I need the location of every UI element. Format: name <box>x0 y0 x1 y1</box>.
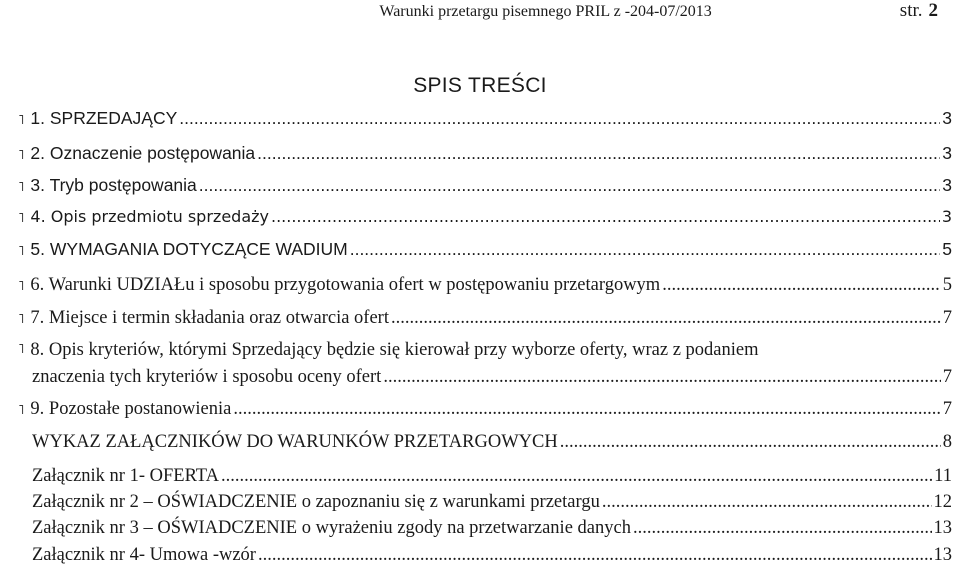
bracket-marker-icon: ˥ <box>18 312 25 327</box>
toc-entry-label: 2. Oznaczenie postępowania <box>30 143 256 163</box>
toc-entry-label: Załącznik nr 3 – OŚWIADCZENIE o wyrażeniu zgody na przetwarzanie danych <box>32 518 631 538</box>
toc-entry-page: 11 <box>934 466 952 486</box>
toc-entry-label: 9. Pozostałe postanowienia <box>30 399 232 419</box>
dot-leader <box>602 492 932 513</box>
page-number: 2 <box>928 0 938 21</box>
toc-entry-8[interactable] <box>32 367 952 388</box>
toc-entry-8-line-1[interactable] <box>18 340 759 361</box>
bracket-marker-icon: ˥ <box>18 403 25 418</box>
toc-entry-2[interactable] <box>18 143 952 164</box>
toc-entry-label: 6. Warunki UDZIAŁu i sposobu przygotowania ofert w postępowaniu przetargowym <box>30 275 661 295</box>
dot-leader <box>391 308 941 329</box>
toc-title: SPIS TREŚCI <box>413 74 547 97</box>
dot-leader <box>258 545 932 566</box>
toc-entry-4[interactable] <box>18 207 952 226</box>
toc-entry-page: 7 <box>942 399 952 419</box>
toc-entry-label: 7. Miejsce i termin składania oraz otwarcia ofert <box>30 308 389 328</box>
bracket-marker-icon: ˥ <box>18 211 25 226</box>
toc-entry-label: 4. Opis przedmiotu sprzedaży <box>30 207 269 226</box>
toc-entry-page: 7 <box>942 367 952 387</box>
dot-leader <box>633 518 932 539</box>
bracket-marker-icon: ˥ <box>18 113 25 128</box>
toc-entry-5[interactable] <box>18 239 952 260</box>
toc-entry-page: 13 <box>933 518 952 538</box>
page-label: str. <box>899 0 923 21</box>
toc-entry-page: 3 <box>942 108 952 128</box>
toc-entry-label: 8. Opis kryteriów, którymi Sprzedający będzie się kierował przy wyborze oferty, wraz z podaniem <box>30 340 759 360</box>
dot-leader <box>662 275 941 296</box>
toc-entry-page: 13 <box>933 545 952 565</box>
toc-entry-page: 3 <box>942 175 952 195</box>
toc-entry-12[interactable] <box>32 492 952 513</box>
dot-leader <box>271 207 940 226</box>
toc-entry-13[interactable] <box>32 518 952 539</box>
toc-entry-page: 7 <box>942 308 952 328</box>
toc-entry-page: 3 <box>942 143 952 163</box>
page-indicator <box>900 0 938 22</box>
toc-entry-label: Załącznik nr 1- OFERTA <box>32 466 219 486</box>
dot-leader <box>179 108 940 129</box>
toc-entry-14[interactable] <box>32 545 952 566</box>
dot-leader <box>560 432 941 453</box>
toc-entry-page: 12 <box>933 492 952 512</box>
toc-entry-page: 8 <box>942 432 952 452</box>
toc-entry-label: znaczenia tych kryteriów i sposobu oceny ofert <box>32 367 382 387</box>
dot-leader <box>199 175 940 196</box>
toc-entry-page: 5 <box>942 275 952 295</box>
toc-entry-1[interactable] <box>18 108 952 129</box>
toc-entry-11[interactable] <box>32 466 952 487</box>
toc-entry-page: 5 <box>942 239 952 259</box>
toc-entry-10[interactable] <box>32 432 952 453</box>
bracket-marker-icon: ˥ <box>18 279 25 294</box>
document-title: Warunki przetargu pisemnego PRIL z -204-07/2013 <box>379 3 712 20</box>
bracket-marker-icon: ˥ <box>18 244 25 259</box>
dot-leader <box>233 399 940 420</box>
dot-leader <box>221 466 932 487</box>
bracket-marker-icon: ˥ <box>18 342 25 357</box>
bracket-marker-icon: ˥ <box>18 180 25 195</box>
toc-entry-label: 3. Tryb postępowania <box>30 175 197 195</box>
dot-leader <box>383 367 940 388</box>
dot-leader <box>350 239 941 260</box>
toc-entry-7[interactable] <box>18 308 952 329</box>
toc-entry-9[interactable] <box>18 399 952 420</box>
toc-entry-label: Załącznik nr 4- Umowa -wzór <box>32 545 256 565</box>
page-header <box>200 0 938 24</box>
bracket-marker-icon: ˥ <box>18 148 25 163</box>
dot-leader <box>257 143 940 164</box>
toc-entry-label: WYKAZ ZAŁĄCZNIKÓW DO WARUNKÓW PRZETARGOWYCH <box>32 432 558 452</box>
toc-entry-label: 1. SPRZEDAJĄCY <box>30 108 178 128</box>
toc-entry-label: 5. WYMAGANIA DOTYCZĄCE WADIUM <box>30 239 348 259</box>
toc-entry-page: 3 <box>941 207 952 226</box>
toc-entry-3[interactable] <box>18 175 952 196</box>
toc-entry-6[interactable] <box>18 275 952 296</box>
toc-entry-label: Załącznik nr 2 – OŚWIADCZENIE o zapoznaniu się z warunkami przetargu <box>32 492 600 512</box>
